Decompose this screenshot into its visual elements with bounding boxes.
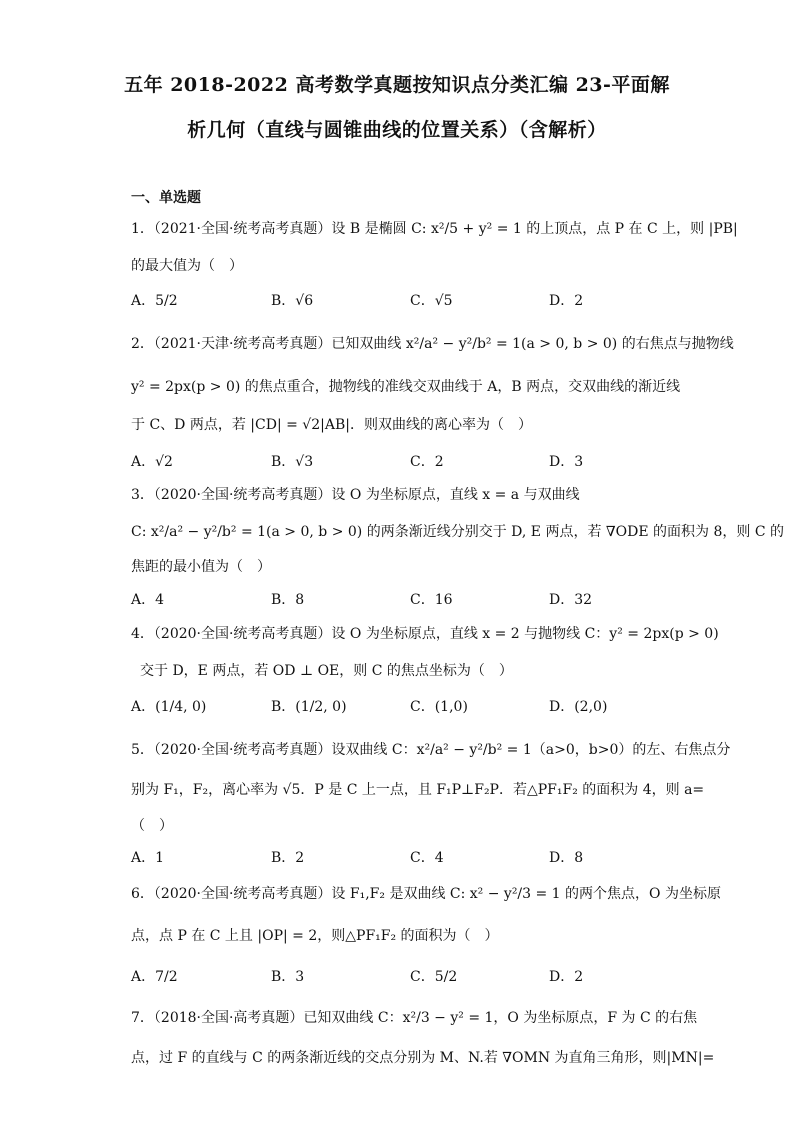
- option-c: C．2: [410, 454, 444, 470]
- question-2-line-2: y² = 2px(p > 0) 的焦点重合，抛物线的准线交双曲线于 A，B 两点，交双曲线的渐近线: [131, 379, 681, 395]
- option-c: C．√5: [410, 293, 453, 309]
- option-c: C．(1,0): [410, 699, 468, 715]
- question-3-line-2: C: x²/a² − y²/b² = 1(a > 0, b > 0) 的两条渐近线分别交于 D, E 两点，若 ∇ODE 的面积为 8，则 C 的: [131, 524, 785, 540]
- option-d: D．2: [549, 293, 584, 309]
- option-c: C．16: [410, 592, 453, 608]
- document-title-line1: 五年 2018-2022 高考数学真题按知识点分类汇编 23-平面解: [124, 74, 670, 96]
- question-5-line-2: 别为 F₁，F₂，离心率为 √5．P 是 C 上一点，且 F₁P⊥F₂P．若△PF₁F₂ 的面积为 4，则 a=: [131, 782, 705, 798]
- option-a: A．5/2: [131, 293, 178, 309]
- option-a: A．(1/4, 0): [131, 699, 207, 715]
- option-d: D．2: [549, 969, 584, 985]
- question-4-options: [131, 696, 671, 726]
- option-b: B．2: [271, 850, 305, 866]
- question-4-line-1: 4．（2020·全国·统考高考真题）设 O 为坐标原点，直线 x = 2 与抛物线 C：y² = 2px(p > 0): [131, 626, 719, 642]
- option-d: D．(2,0): [549, 699, 608, 715]
- question-1-line-1: 1．（2021·全国·统考高考真题）设 B 是椭圆 C: x²/5 + y² = 1 的上顶点，点 P 在 C 上，则 |PB|: [131, 221, 738, 237]
- question-4-line-2: 交于 D，E 两点，若 OD ⊥ OE，则 C 的焦点坐标为（ ）: [140, 663, 513, 679]
- option-a: A．7/2: [131, 969, 178, 985]
- option-b: B．(1/2, 0): [271, 699, 347, 715]
- question-5-line-1: 5．（2020·全国·统考高考真题）设双曲线 C：x²/a² − y²/b² = 1（a>0，b>0）的左、右焦点分: [131, 742, 731, 758]
- document-title-line2: 析几何（直线与圆锥曲线的位置关系）（含解析）: [187, 119, 607, 141]
- option-a: A．√2: [131, 454, 173, 470]
- question-6-line-1: 6．（2020·全国·统考高考真题）设 F₁,F₂ 是双曲线 C: x² − y²/3 = 1 的两个焦点，O 为坐标原: [131, 886, 721, 902]
- option-b: B．3: [271, 969, 305, 985]
- question-6-options: [131, 966, 671, 996]
- question-6-line-2: 点，点 P 在 C 上且 |OP| = 2，则△PF₁F₂ 的面积为（ ）: [131, 928, 499, 944]
- question-3-line-1: 3．（2020·全国·统考高考真题）设 O 为坐标原点，直线 x = a 与双曲线: [131, 487, 580, 503]
- section-heading: 一、单选题: [131, 190, 201, 206]
- option-b: B．√3: [271, 454, 314, 470]
- option-d: D．32: [549, 592, 593, 608]
- question-3-options: [131, 589, 671, 619]
- option-d: D．8: [549, 850, 584, 866]
- question-5-options: [131, 847, 671, 877]
- question-3-line-3: 焦距的最小值为（ ）: [131, 559, 271, 575]
- question-1-line-2: 的最大值为（ ）: [131, 258, 243, 274]
- option-d: D．3: [549, 454, 584, 470]
- option-b: B．√6: [271, 293, 314, 309]
- option-c: C．4: [410, 850, 444, 866]
- option-c: C．5/2: [410, 969, 458, 985]
- question-5-line-3: （ ）: [131, 818, 173, 834]
- question-2-options: [131, 451, 671, 481]
- option-a: A．1: [131, 850, 165, 866]
- question-7-line-2: 点，过 F 的直线与 C 的两条渐近线的交点分别为 M、N.若 ∇OMN 为直角三角形，则|MN|=: [131, 1050, 715, 1066]
- question-2-line-3: 于 C、D 两点，若 |CD| = √2|AB|．则双曲线的离心率为（ ）: [131, 417, 532, 433]
- option-a: A．4: [131, 592, 165, 608]
- option-b: B．8: [271, 592, 305, 608]
- question-2-line-1: 2．（2021·天津·统考高考真题）已知双曲线 x²/a² − y²/b² = 1(a > 0, b > 0) 的右焦点与抛物线: [131, 336, 734, 352]
- question-7-line-1: 7．（2018·全国·高考真题）已知双曲线 C：x²/3 − y² = 1，O 为坐标原点，F 为 C 的右焦: [131, 1010, 698, 1026]
- question-1-options: [131, 290, 671, 320]
